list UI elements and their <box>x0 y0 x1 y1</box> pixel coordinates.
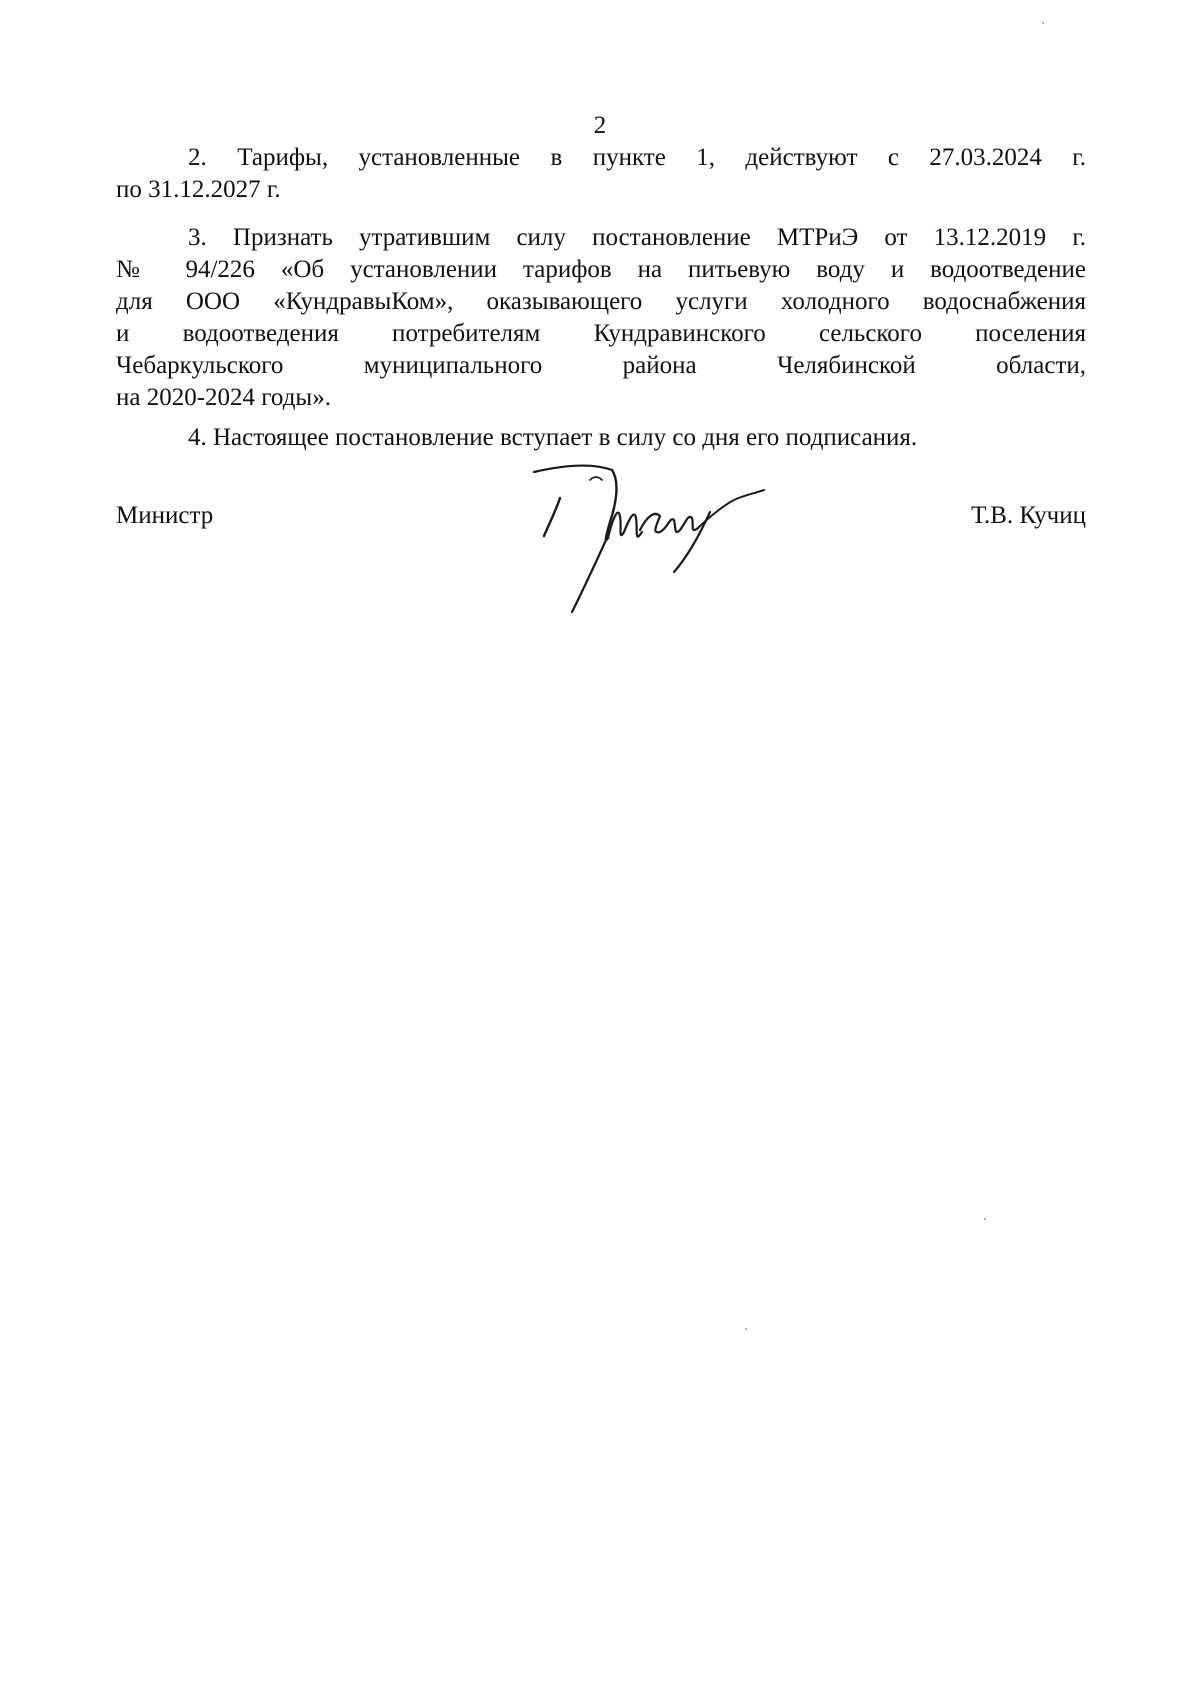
paragraph-3 <box>116 222 1086 414</box>
page-number: 2 <box>593 112 607 139</box>
paragraph-4 <box>116 422 1086 454</box>
paragraph-3-line-6: на 2020-2024 годы». <box>116 384 331 411</box>
document-body <box>116 142 1086 454</box>
scan-speck <box>745 1328 747 1330</box>
paragraph-3-line-5: Чебаркульского муниципального района Челябинской области, <box>116 352 1086 379</box>
paragraph-2 <box>116 142 1086 206</box>
signer-name: Т.В. Кучиц <box>971 502 1086 529</box>
handwritten-signature <box>520 460 790 620</box>
paragraph-3-line-1: 3. Признать утратившим силу постановление МТРиЭ от 13.12.2019 г. <box>188 224 1086 251</box>
scan-speck <box>1042 22 1044 24</box>
scan-speck <box>984 1218 986 1220</box>
paragraph-3-line-3: для ООО «КундравыКом», оказывающего услуги холодного водоснабжения <box>116 288 1086 315</box>
paragraph-3-line-2: № 94/226 «Об установлении тарифов на питьевую воду и водоотведение <box>116 256 1086 283</box>
paragraph-2-line-1: 2. Тарифы, установленные в пункте 1, действуют с 27.03.2024 г. <box>188 144 1086 171</box>
signer-position: Министр <box>116 502 214 529</box>
paragraph-2-line-2: по 31.12.2027 г. <box>116 176 281 203</box>
paragraph-4-line-1: 4. Настоящее постановление вступает в силу со дня его подписания. <box>188 424 918 451</box>
paragraph-3-line-4: и водоотведения потребителям Кундравинского сельского поселения <box>116 320 1086 347</box>
